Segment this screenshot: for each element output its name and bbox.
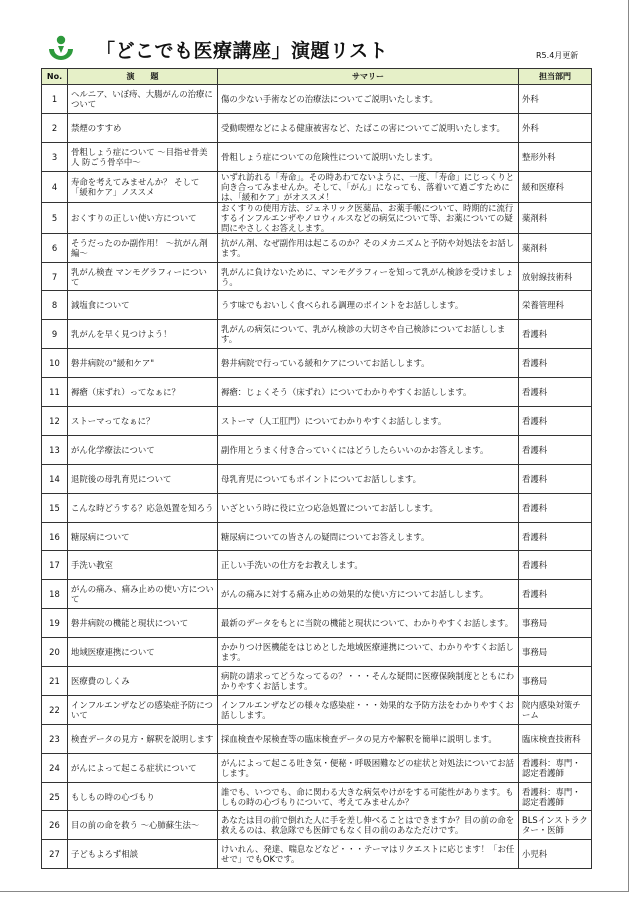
row-summary: 骨粗しょう症についての危険性について説明いたします。 [218, 142, 519, 171]
row-department: 外科 [519, 85, 592, 114]
row-topic: 退院後の母乳育児について [68, 464, 218, 493]
row-department: 事務局 [519, 638, 592, 667]
row-topic: おくすりの正しい使い方について [68, 202, 218, 233]
row-summary: かかりつけ医機能をはじめとした地域医療連携について、わかりやすくお話します。 [218, 638, 519, 667]
table-row [42, 753, 592, 782]
table-row [42, 522, 592, 551]
table-row [42, 291, 592, 320]
row-summary: いざという時に役に立つ応急処置についてお話しします。 [218, 493, 519, 522]
row-department: 看護科：専門・認定看護師 [519, 753, 592, 782]
row-topic: 糖尿病について [68, 522, 218, 551]
row-summary: がんの痛みに対する痛み止めの効果的な使い方についてお話しします。 [218, 580, 519, 609]
row-department: BLSインストラクター・医師 [519, 811, 592, 840]
row-department: 看護科 [519, 580, 592, 609]
row-summary: インフルエンザなどの様々な感染症・・・効果的な予防方法をわかりやすくお話しします。 [218, 695, 519, 724]
row-summary: 正しい手洗いの仕方をお教えします。 [218, 551, 519, 580]
table-row [42, 580, 592, 609]
table-row [42, 782, 592, 811]
row-department: 薬剤科 [519, 202, 592, 233]
row-number: 21 [42, 667, 68, 696]
row-number: 5 [42, 202, 68, 233]
table-row [42, 811, 592, 840]
row-department: 外科 [519, 113, 592, 142]
table-row [42, 142, 592, 171]
row-department: 看護科 [519, 435, 592, 464]
row-topic: 褥瘡（床ずれ）ってなぁに？ [68, 378, 218, 407]
row-topic: 乳がんを早く見つけよう！ [68, 320, 218, 349]
row-department: 看護科 [519, 522, 592, 551]
row-number: 2 [42, 113, 68, 142]
header-summary: サマリー [218, 69, 519, 85]
row-topic: 禁煙のすすめ [68, 113, 218, 142]
row-summary: 磐井病院で行っている緩和ケアについてお話しします。 [218, 349, 519, 378]
row-summary: 乳がんに負けないために、マンモグラフィーを知って乳がん検診を受けましょう。 [218, 262, 519, 291]
table-row [42, 435, 592, 464]
row-topic: 磐井病院の"緩和ケア" [68, 349, 218, 378]
row-summary: 誰でも、いつでも、命に関わる大きな病気やけがをする可能性があります。もしもの時の心づもりについて、考えてみませんか？ [218, 782, 519, 811]
hospital-logo-icon [46, 34, 76, 62]
row-number: 18 [42, 580, 68, 609]
row-number: 20 [42, 638, 68, 667]
row-number: 8 [42, 291, 68, 320]
row-department: 看護科：専門・認定看護師 [519, 782, 592, 811]
row-department: 事務局 [519, 609, 592, 638]
table-row [42, 609, 592, 638]
row-department: 看護科 [519, 349, 592, 378]
row-topic: インフルエンザなどの感染症予防について [68, 695, 218, 724]
row-department: 看護科 [519, 551, 592, 580]
table-row [42, 85, 592, 114]
row-summary: 受動喫煙などによる健康被害など、たばこの害についてご説明いたします。 [218, 113, 519, 142]
header-topic: 演 題 [68, 69, 218, 85]
row-topic: 目の前の命を救う ～心肺蘇生法～ [68, 811, 218, 840]
row-department: 看護科 [519, 320, 592, 349]
row-number: 13 [42, 435, 68, 464]
row-topic: もしもの時の心づもり [68, 782, 218, 811]
table-row [42, 407, 592, 436]
row-topic: ヘルニア、いぼ痔、大腸がんの治療について [68, 85, 218, 114]
row-department: 看護科 [519, 407, 592, 436]
row-summary: 褥瘡：じょくそう（床ずれ）についてわかりやすくお話しします。 [218, 378, 519, 407]
table-row [42, 724, 592, 753]
table-row [42, 171, 592, 202]
row-summary: 乳がんの病気について、乳がん検診の大切さや自己検診についてお話しします。 [218, 320, 519, 349]
table-row [42, 113, 592, 142]
table-header-row [42, 69, 592, 85]
row-summary: 糖尿病についての皆さんの疑問についてお答えします。 [218, 522, 519, 551]
row-number: 24 [42, 753, 68, 782]
row-summary: 抗がん剤、なぜ副作用は起こるのか？そのメカニズムと予防や対処法をお話します。 [218, 233, 519, 262]
row-number: 19 [42, 609, 68, 638]
row-department: 事務局 [519, 667, 592, 696]
row-summary: 病院の請求ってどうなってるの？・・・そんな疑問に医療保険制度とともにわかりやすくお話します。 [218, 667, 519, 696]
updated-date: R5.4月更新 [536, 51, 579, 60]
row-department: 看護科 [519, 493, 592, 522]
table-row [42, 378, 592, 407]
table-row [42, 551, 592, 580]
row-number: 17 [42, 551, 68, 580]
table-row [42, 262, 592, 291]
row-number: 6 [42, 233, 68, 262]
row-number: 23 [42, 724, 68, 753]
row-summary: 副作用とうまく付き合っていくにはどうしたらいいのかお答えします。 [218, 435, 519, 464]
table-row [42, 202, 592, 233]
row-department: 栄養管理科 [519, 291, 592, 320]
row-summary: おくすりの使用方法、ジェネリック医薬品、お薬手帳について、時期的に流行するインフルエンザやノロウィルスなどの病気について等、お薬についての疑問にやさしくお答えします。 [218, 202, 519, 233]
row-department: 看護科 [519, 378, 592, 407]
row-number: 25 [42, 782, 68, 811]
row-summary: けいれん、発達、喘息などなど・・・テーマはリクエストに応じます！「お任せで」でもOKです。 [218, 840, 519, 869]
topic-table [41, 68, 592, 869]
row-topic: こんな時どうする？応急処置を知ろう [68, 493, 218, 522]
table-row [42, 493, 592, 522]
row-number: 22 [42, 695, 68, 724]
row-topic: 手洗い教室 [68, 551, 218, 580]
row-summary: 採血検査や尿検査等の臨床検査データの見方や解釈を簡単に説明します。 [218, 724, 519, 753]
table-row [42, 667, 592, 696]
row-number: 11 [42, 378, 68, 407]
row-number: 9 [42, 320, 68, 349]
row-department: 臨床検査技術科 [519, 724, 592, 753]
row-department: 小児科 [519, 840, 592, 869]
row-summary: いずれ訪れる「寿命」。その時あわてないように、一度、「寿命」にじっくりと向き合ってみませんか。そして、「がん」になっても、落着いて過ごすためには、「緩和ケア」がオススメ！ [218, 171, 519, 202]
row-number: 7 [42, 262, 68, 291]
row-number: 10 [42, 349, 68, 378]
table-row [42, 638, 592, 667]
row-summary: 最新のデータをもとに当院の機能と現状について、わかりやすくお話します。 [218, 609, 519, 638]
row-topic: 骨粗しょう症について ～目指せ骨美人 防ごう骨卒中～ [68, 142, 218, 171]
row-topic: がんによって起こる症状について [68, 753, 218, 782]
row-topic: ストーマってなぁに？ [68, 407, 218, 436]
row-topic: 子どもよろず相談 [68, 840, 218, 869]
row-topic: 医療費のしくみ [68, 667, 218, 696]
row-number: 15 [42, 493, 68, 522]
row-department: 院内感染対策チーム [519, 695, 592, 724]
row-topic: 磐井病院の機能と現状について [68, 609, 218, 638]
row-summary: 母乳育児についてもポイントについてお話しします。 [218, 464, 519, 493]
row-number: 26 [42, 811, 68, 840]
row-topic: 減塩食について [68, 291, 218, 320]
row-department: 整形外科 [519, 142, 592, 171]
table-row [42, 320, 592, 349]
header-no: No. [42, 69, 68, 85]
table-row [42, 233, 592, 262]
table-row [42, 695, 592, 724]
row-number: 4 [42, 171, 68, 202]
row-summary: がんによって起こる吐き気・便秘・呼吸困難などの症状と対処法についてお話します。 [218, 753, 519, 782]
row-summary: 傷の少ない手術などの治療法についてご説明いたします。 [218, 85, 519, 114]
row-topic: 寿命を考えてみませんか？ そして「緩和ケア」ノススメ [68, 171, 218, 202]
row-number: 1 [42, 85, 68, 114]
row-number: 3 [42, 142, 68, 171]
page-title: 「どこでも医療講座」演題リスト [96, 40, 389, 62]
row-number: 27 [42, 840, 68, 869]
row-topic: 乳がん検査 マンモグラフィーについて [68, 262, 218, 291]
row-department: 緩和医療科 [519, 171, 592, 202]
table-row [42, 840, 592, 869]
row-number: 12 [42, 407, 68, 436]
table-row [42, 464, 592, 493]
row-summary: あなたは目の前で倒れた人に手を差し伸べることはできますか？目の前の命を救えるのは、救急隊でも医師でもなく目の前のあなただけです。 [218, 811, 519, 840]
row-department: 薬剤科 [519, 233, 592, 262]
row-number: 16 [42, 522, 68, 551]
row-topic: そうだったのか副作用！ ～抗がん剤編～ [68, 233, 218, 262]
row-number: 14 [42, 464, 68, 493]
row-topic: がんの痛み、痛み止めの使い方について [68, 580, 218, 609]
row-department: 放射線技術科 [519, 262, 592, 291]
row-topic: 検査データの見方・解釈を説明します [68, 724, 218, 753]
header-department: 担当部門 [519, 69, 592, 85]
row-department: 看護科 [519, 464, 592, 493]
table-row [42, 349, 592, 378]
row-topic: がん化学療法について [68, 435, 218, 464]
row-topic: 地域医療連携について [68, 638, 218, 667]
row-summary: うす味でもおいしく食べられる調理のポイントをお話しします。 [218, 291, 519, 320]
row-summary: ストーマ（人工肛門）についてわかりやすくお話しします。 [218, 407, 519, 436]
